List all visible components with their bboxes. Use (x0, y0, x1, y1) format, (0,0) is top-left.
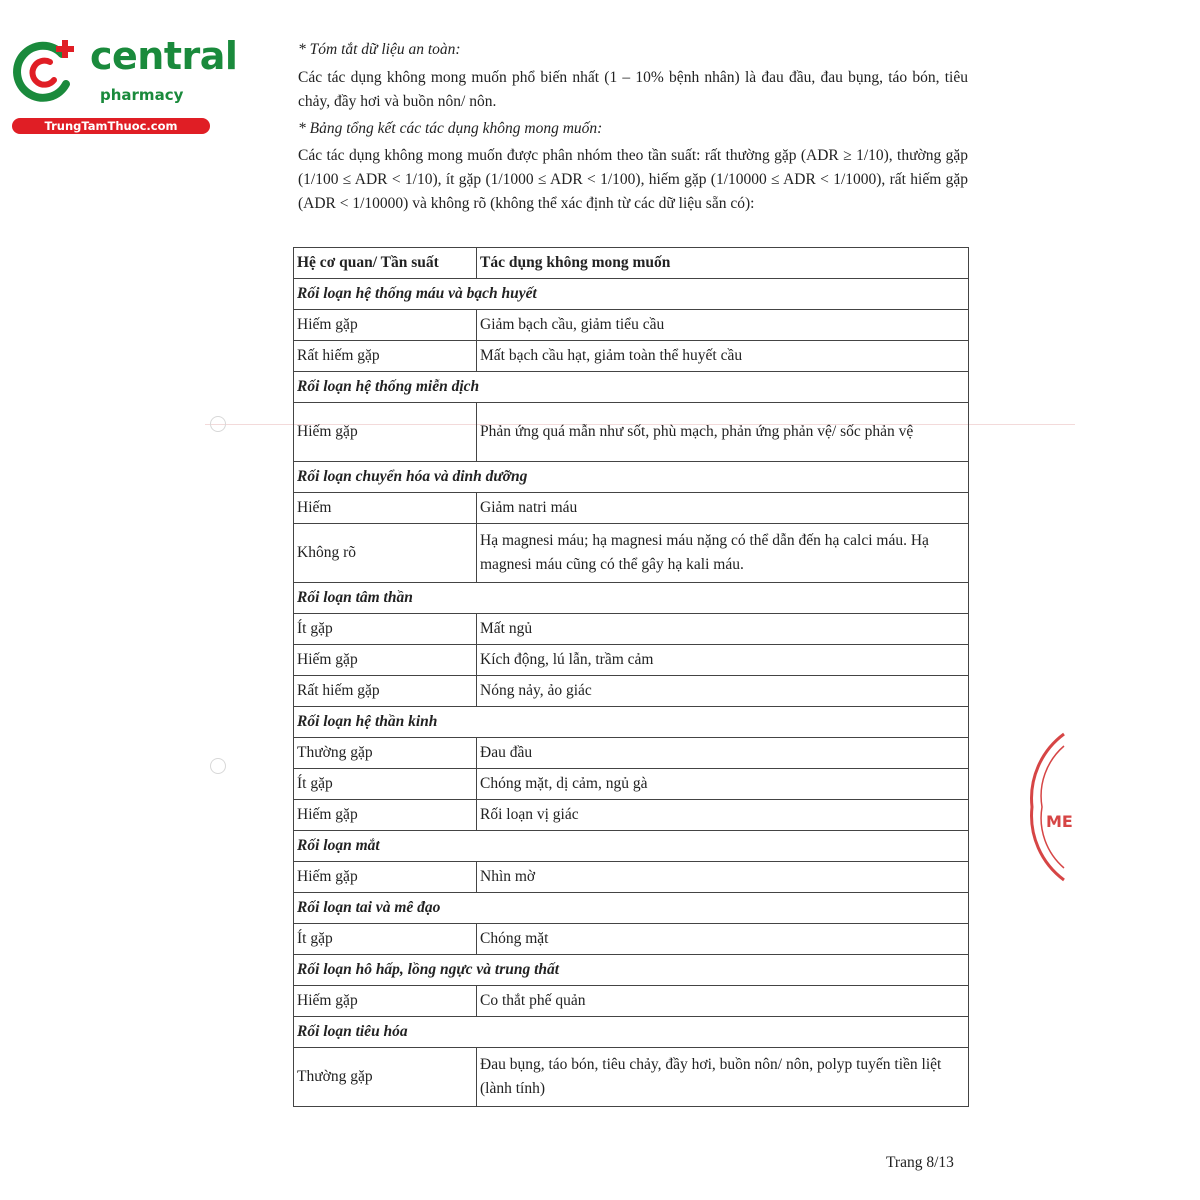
adverse-effect-cell: Hạ magnesi máu; hạ magnesi máu nặng có thể dẫn đến hạ calci máu. Hạ magnesi máu cũng có thể gây hạ kali máu. (477, 524, 969, 583)
frequency-cell: Ít gặp (294, 924, 477, 955)
adverse-effects-table-body (294, 248, 969, 1107)
frequency-cell: Hiếm gặp (294, 403, 477, 462)
table-row (294, 924, 969, 955)
frequency-cell: Rất hiếm gặp (294, 341, 477, 372)
table-row (294, 738, 969, 769)
table-header-row (294, 248, 969, 279)
adverse-effect-cell: Giảm natri máu (477, 493, 969, 524)
adverse-effect-cell: Chóng mặt, dị cảm, ngủ gà (477, 769, 969, 800)
adverse-effect-cell: Co thắt phế quản (477, 986, 969, 1017)
pharmacy-cross-logo-icon (10, 40, 82, 104)
brand-subtitle: pharmacy (100, 86, 184, 104)
organ-system-name: Rối loạn chuyển hóa và dinh dưỡng (294, 462, 969, 493)
table-row (294, 769, 969, 800)
organ-system-name: Rối loạn hệ thống miễn dịch (294, 372, 969, 403)
table-row (294, 341, 969, 372)
table-row (294, 524, 969, 583)
frequency-cell: Rất hiếm gặp (294, 676, 477, 707)
red-seal-stamp (1028, 732, 1073, 882)
adverse-effect-cell: Đau đầu (477, 738, 969, 769)
header-organ-frequency: Hệ cơ quan/ Tần suất (294, 248, 477, 279)
frequency-cell: Hiếm gặp (294, 862, 477, 893)
organ-system-name: Rối loạn hô hấp, lồng ngực và trung thất (294, 955, 969, 986)
header-adverse-effect: Tác dụng không mong muốn (477, 248, 969, 279)
table-row (294, 800, 969, 831)
frequency-cell: Hiếm gặp (294, 800, 477, 831)
central-pharmacy-logo (10, 34, 238, 136)
frequency-cell: Hiếm gặp (294, 645, 477, 676)
adverse-table-intro: Các tác dụng không mong muốn được phân nhóm theo tần suất: rất thường gặp (ADR ≥ 1/10), thường gặp (1/100 ≤ ADR < 1/10), ít gặp (1/1000 ≤ ADR < 1/100), hiếm gặp (1/10000 ≤ ADR < 1/1000), rất hiếm gặp (ADR < 1/10000) và không rõ (không thể xác định từ các dữ liệu sẵn có): (298, 147, 968, 212)
page-number: Trang 8/13 (886, 1154, 954, 1171)
frequency-cell: Thường gặp (294, 738, 477, 769)
table-group-row (294, 707, 969, 738)
organ-system-name: Rối loạn tâm thần (294, 583, 969, 614)
table-row (294, 614, 969, 645)
organ-system-name: Rối loạn hệ thống máu và bạch huyết (294, 279, 969, 310)
table-group-row (294, 1017, 969, 1048)
frequency-cell: Hiếm (294, 493, 477, 524)
adverse-effect-cell: Mất bạch cầu hạt, giảm toàn thể huyết cầu (477, 341, 969, 372)
frequency-cell: Hiếm gặp (294, 986, 477, 1017)
organ-system-name: Rối loạn mắt (294, 831, 969, 862)
adverse-table-heading: * Bảng tổng kết các tác dụng không mong muốn: (298, 120, 603, 137)
organ-system-name: Rối loạn hệ thần kinh (294, 707, 969, 738)
organ-system-name: Rối loạn tiêu hóa (294, 1017, 969, 1048)
safety-summary-heading: * Tóm tắt dữ liệu an toàn: (298, 41, 461, 58)
svg-text:ME: ME (1046, 812, 1073, 831)
table-group-row (294, 279, 969, 310)
adverse-effect-cell: Mất ngủ (477, 614, 969, 645)
table-group-row (294, 893, 969, 924)
adverse-effects-table (293, 247, 969, 1107)
table-row (294, 676, 969, 707)
frequency-cell: Ít gặp (294, 614, 477, 645)
adverse-effect-cell: Giảm bạch cầu, giảm tiểu cầu (477, 310, 969, 341)
table-group-row (294, 583, 969, 614)
safety-summary-text: Các tác dụng không mong muốn phổ biến nhất (1 – 10% bệnh nhân) là đau đầu, đau bụng, táo bón, tiêu chảy, đầy hơi và buồn nôn/ nôn. (298, 69, 968, 110)
table-row (294, 645, 969, 676)
frequency-cell: Không rõ (294, 524, 477, 583)
frequency-cell: Thường gặp (294, 1048, 477, 1107)
table-group-row (294, 831, 969, 862)
adverse-effect-cell: Phản ứng quá mẫn như sốt, phù mạch, phản ứng phản vệ/ sốc phản vệ (477, 403, 969, 462)
table-group-row (294, 372, 969, 403)
table-group-row (294, 955, 969, 986)
adverse-effect-cell: Nhìn mờ (477, 862, 969, 893)
table-row (294, 862, 969, 893)
table-row (294, 1048, 969, 1107)
brand-name: central (90, 34, 238, 78)
brand-site-badge: TrungTamThuoc.com (12, 118, 210, 134)
adverse-effect-cell: Đau bụng, táo bón, tiêu chảy, đầy hơi, buồn nôn/ nôn, polyp tuyến tiền liệt (lành tính) (477, 1048, 969, 1107)
organ-system-name: Rối loạn tai và mê đạo (294, 893, 969, 924)
table-row (294, 403, 969, 462)
adverse-effect-cell: Kích động, lú lẫn, trầm cảm (477, 645, 969, 676)
punch-hole-mark (210, 416, 226, 432)
table-row (294, 493, 969, 524)
punch-hole-mark (210, 758, 226, 774)
frequency-cell: Ít gặp (294, 769, 477, 800)
adverse-effect-cell: Nóng nảy, ảo giác (477, 676, 969, 707)
table-row (294, 310, 969, 341)
frequency-cell: Hiếm gặp (294, 310, 477, 341)
table-row (294, 986, 969, 1017)
table-group-row (294, 462, 969, 493)
adverse-effect-cell: Rối loạn vị giác (477, 800, 969, 831)
adverse-effect-cell: Chóng mặt (477, 924, 969, 955)
